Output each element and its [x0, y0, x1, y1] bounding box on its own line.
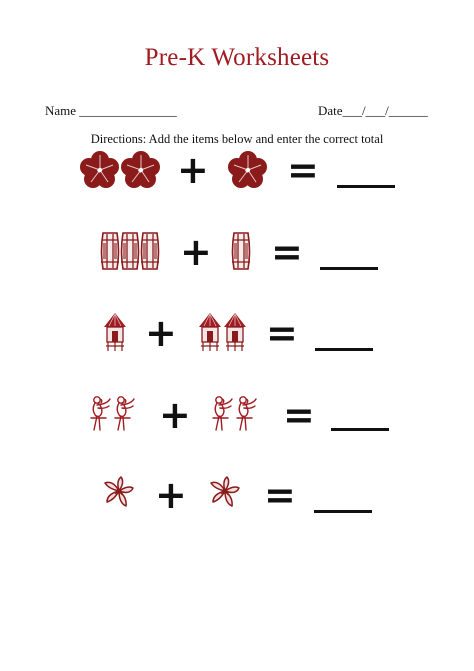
hut-icon: [223, 312, 247, 352]
parrot-icon: [234, 394, 258, 432]
answer-blank[interactable]: [315, 348, 373, 351]
left-items: [103, 312, 127, 352]
problem-row: [0, 145, 474, 215]
left-items: [80, 151, 161, 189]
plus-sign: +: [177, 148, 209, 192]
hut-icon: [103, 312, 127, 352]
right-items: [198, 312, 247, 352]
name-field[interactable]: Name _______________: [45, 103, 177, 118]
answer-blank[interactable]: [331, 428, 389, 431]
plus-sign: +: [155, 473, 187, 517]
answer-blank[interactable]: [320, 267, 378, 270]
hibiscus-flower-icon: [228, 151, 268, 189]
left-items: [100, 231, 160, 271]
equals-sign: =: [271, 230, 303, 274]
parrot-icon: [210, 394, 234, 432]
problem-row: [0, 470, 474, 540]
plus-sign: +: [180, 230, 212, 274]
answer-blank[interactable]: [314, 510, 372, 513]
flower-outline-icon: [208, 475, 242, 509]
worksheet-title: Pre-K Worksheets: [144, 44, 330, 71]
problem-row: [0, 227, 474, 297]
equals-sign: =: [283, 393, 315, 437]
hibiscus-flower-icon: [121, 151, 161, 189]
plus-sign: +: [145, 311, 177, 355]
problem-row: [0, 390, 474, 460]
date-field[interactable]: Date___/___/______: [318, 103, 428, 118]
plus-sign: +: [159, 393, 191, 437]
barrel-icon: [100, 231, 120, 271]
parrot-icon: [112, 394, 136, 432]
right-items: [208, 475, 242, 509]
right-items: [228, 151, 268, 189]
left-items: [88, 394, 136, 432]
hibiscus-flower-icon: [80, 151, 120, 189]
barrel-icon: [120, 231, 140, 271]
right-items: [210, 394, 258, 432]
problem-row: [0, 308, 474, 378]
parrot-icon: [88, 394, 112, 432]
left-items: [102, 475, 136, 509]
flower-outline-icon: [102, 475, 136, 509]
directions-text: Directions: Add the items below and enter the correct total: [90, 132, 384, 146]
equals-sign: =: [266, 311, 298, 355]
equals-sign: =: [287, 148, 319, 192]
right-items: [231, 231, 251, 271]
barrel-icon: [140, 231, 160, 271]
hut-icon: [198, 312, 222, 352]
barrel-icon: [231, 231, 251, 271]
equals-sign: =: [264, 473, 296, 517]
answer-blank[interactable]: [337, 185, 395, 188]
